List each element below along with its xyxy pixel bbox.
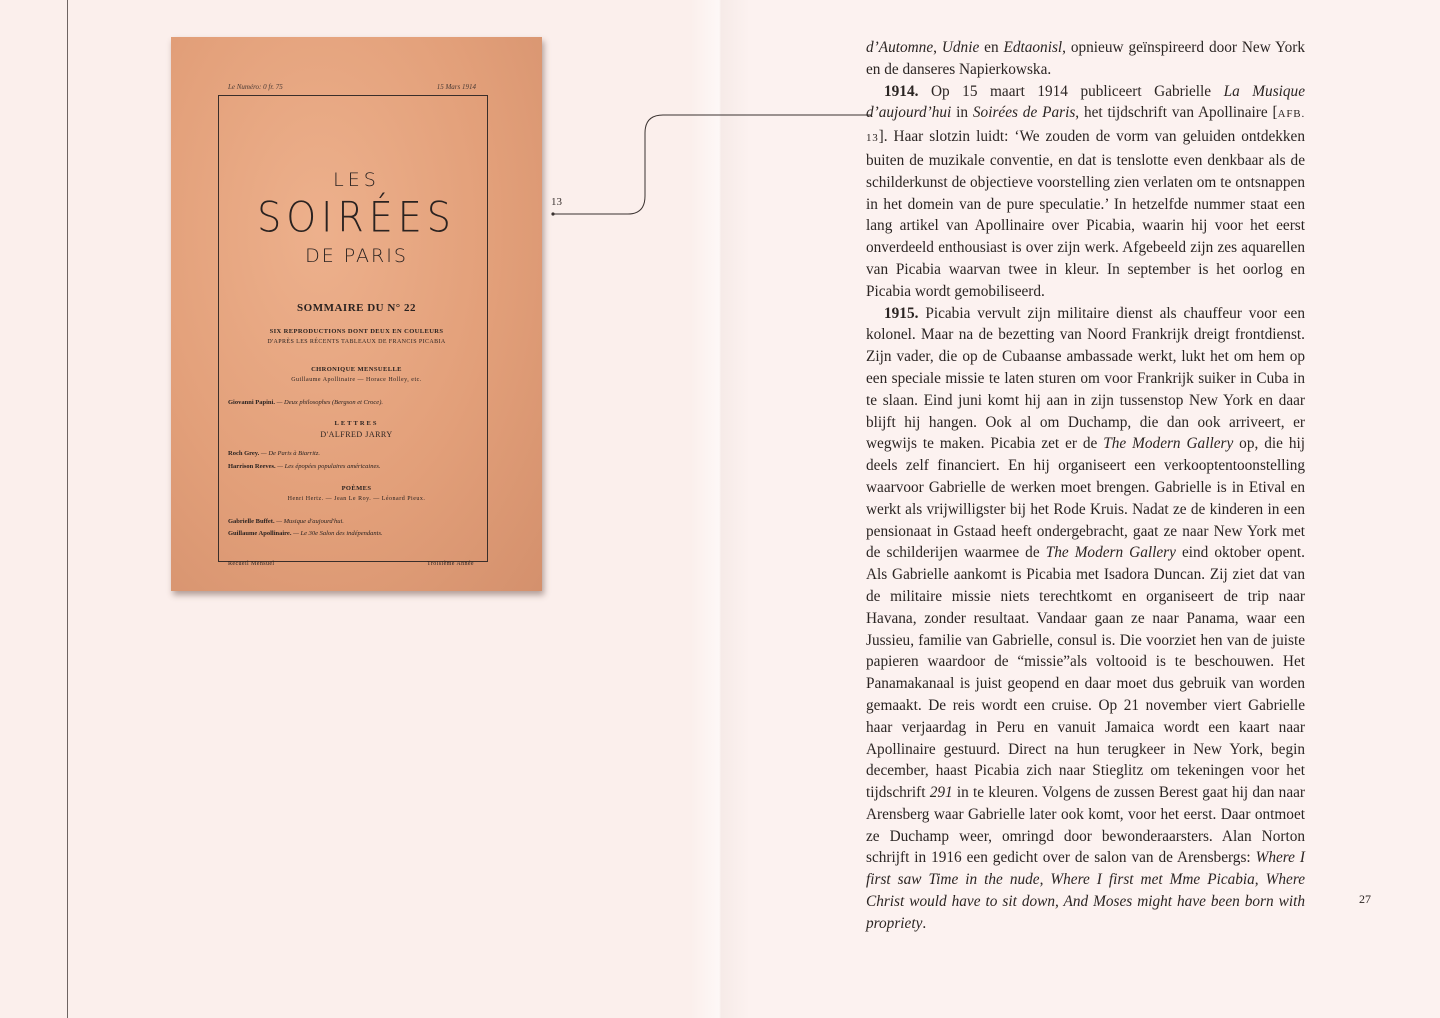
page-edge-rule	[67, 0, 68, 1018]
figure-reference: AFB. 13	[866, 108, 1305, 145]
cover-contents-entry: Roch Grey. — De Paris à Biarritz.	[228, 450, 320, 457]
page-number: 27	[1359, 892, 1371, 906]
cover-title-de-paris: DE PARIS	[305, 245, 408, 267]
cover-contents-entry: Giovanni Papini. — Deux philosophes (Bergson et Croce).	[228, 399, 383, 406]
book-gutter	[690, 0, 750, 1018]
cover-footer-right: Troisième Année	[427, 561, 474, 567]
paragraph: d’Automne, Udnie en Edtaonisl, opnieuw geïnspireerd door New York en de danseres Napierkowska.	[866, 39, 1306, 78]
cover-title-soirees: SOIRÉES	[257, 192, 456, 242]
year-heading: 1914.	[884, 82, 919, 100]
cover-contents-entry: Gabrielle Buffet. — Musique d'aujourd'hui.	[228, 518, 344, 525]
cover-contents-entry: Guillaume Apollinaire. — Le 30e Salon des indépendants.	[228, 530, 383, 537]
cover-footer-left: Recueil Mensuel	[228, 561, 275, 567]
cover-issue-price: Le Numéro: 0 fr. 75	[228, 83, 283, 91]
cover-contents-authors: Guillaume Apollinaire — Horace Holley, etc.	[291, 377, 422, 383]
cover-contents-heading: SOMMAIRE DU N° 22	[297, 302, 416, 314]
year-heading: 1915.	[884, 304, 919, 322]
cover-contents-entry: Harrison Reeves. — Les épopées populaires américaines.	[228, 463, 381, 470]
cover-contents-section: CHRONIQUE MENSUELLE	[311, 366, 402, 373]
cover-contents-line: SIX REPRODUCTIONS DONT DEUX EN COULEURS	[269, 328, 444, 335]
paragraph-1915: 1915. Picabia vervult zijn militaire dienst als chauffeur voor een kolonel. Maar na de bezetting van Noord Frankrijk dreigt frontdienst. Zijn vader, die op de Cubaanse ambassade werkt, lukt het om hem op een speciale missie te laten sturen om voor Frankrijk suiker in Cuba in te slaan. Eind juni komt hij aan in zijn tussenstop New York en daar blijft hij hangen. Ook al om Duchamp, die dan ook arriveert, er wegwijs te maken. Picabia zet er de The Modern Gallery op, die hij deels zelf financiert. En hij organiseert een verkooptentoonstelling waarvoor Gabrielle de werken moet brengen. Gabrielle is in Etival en werkt als vrijwilligster bij het Rode Kruis. Nadat ze de kinderen in een pensionaat in Gstaad heeft ondergebracht, gaat ze naar New York met de schilderijen waarmee de The Modern Gallery eind oktober opent. Als Gabrielle aankomt is Picabia met Isadora Duncan. Zij ziet dat van de militaire missie niets terechtkomt en organiseert de trip naar Havana, zonder resultaat. Vandaar gaan ze naar Panama, waar een Jussieu, familie van Gabrielle, consul is. Die voorziet hen van de juiste papieren waardoor de “missie”als voltooid is te beschouwen. Het Panamakanaal is juist geopend en daar moet dus gebruik van worden gemaakt. De reis wordt een cruise. Op 21 november viert Gabrielle haar verjaardag in Peru en vanuit Jamaica wordt een kaart naar Apollinaire gestuurd. Direct na hun terugkeer in New York, begin december, haast Picabia zich naar Stieglitz om tekeningen voor het tijdschrift 291 in te kleuren. Volgens de zussen Berest gaat hij dan naar Arensberg waar Gabrielle later ook komt, voor het eerst. Daar ontmoet ze Duchamp weer, omringd door bewonderaarsters. Alan Norton schrijft in 1916 een gedicht over de salon van de Arensbergs: Where I first saw Time in the nude, Where I first met Mme Picabia, Where Christ would have to sit down, And Moses might have been born with propriety.	[866, 304, 1305, 932]
cover-contents-section: POÈMES	[341, 485, 372, 492]
cover-contents-authors: Henri Hertz. — Jean Le Roy. — Léonard Pieux.	[287, 496, 426, 502]
cover-contents-authors: D'ALFRED JARRY	[320, 430, 393, 439]
cover-title-les: LES	[333, 169, 380, 191]
magazine-cover-image	[171, 37, 542, 591]
paragraph-1914: 1914. Op 15 maart 1914 publiceert Gabrielle La Musique d’aujourd’hui in Soirées de Paris, het tijdschrift van Apollinaire [AFB. 13]. Haar slotzin luidt: ‘We zouden de vorm van geluiden ontdekken buiten de muzikale conventie, en dat is tenslotte even denkbaar als de schilderkunst de objectieve voorstelling zien verlaten om te ontsnappen in het domein van de pure speculatie.’ In hetzelfde nummer staat een lang artikel van Apollinaire over Picabia, waarin hij voor het eerst onverdeeld enthousiast is over zijn werk. Afgebeeld zijn zes aquarellen van Picabia waarvan twee in kleur. In september is het oorlog en Picabia wordt gemobiliseerd.	[866, 82, 1305, 300]
figure-callout-number: 13	[551, 196, 562, 208]
cover-contents-section: LETTRES	[334, 420, 379, 427]
body-text-column	[866, 37, 1305, 935]
cover-issue-date: 15 Mars 1914	[436, 83, 476, 91]
cover-contents-line: D'APRÈS LES RÉCENTS TABLEAUX DE FRANCIS PICABIA	[267, 339, 446, 345]
